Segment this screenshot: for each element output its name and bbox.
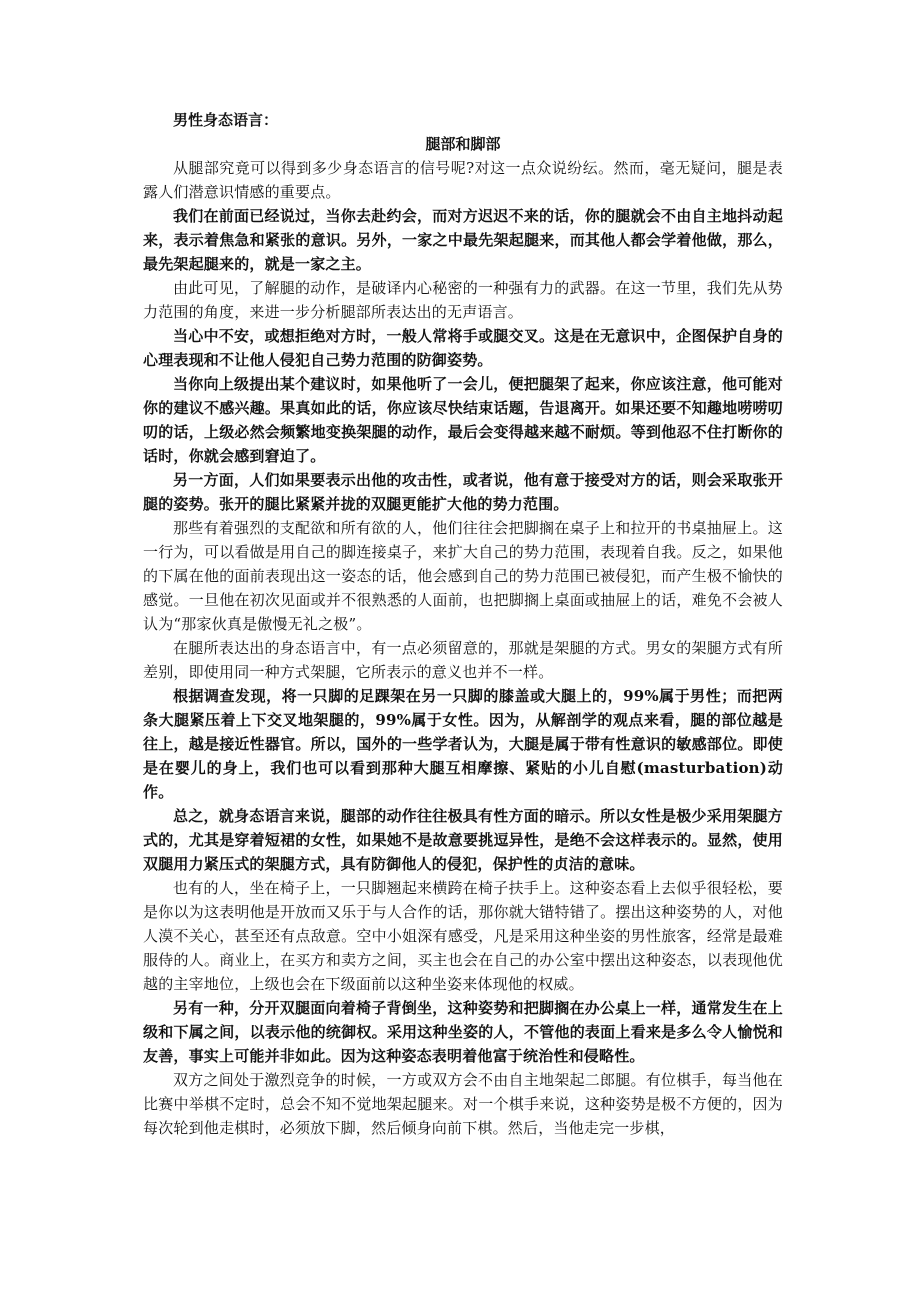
paragraph: 当心中不安，或想拒绝对方时，一般人常将手或腿交叉。这是在无意识中，企图保护自身的心理表现和不让他人侵犯自己势力范围的防御姿势。 (143, 327, 783, 369)
paragraph-list (143, 156, 783, 1140)
paragraph: 根据调查发现，将一只脚的足踝架在另一只脚的膝盖或大腿上的，99%属于男性；而把两条大腿紧压着上下交叉地架腿的，99%属于女性。因为，从解剖学的观点来看，腿的部位越是往上，越是接近性器官。所以，国外的一些学者认为，大腿是属于带有性意识的敏感部位。即使是在婴儿的身上，我们也可以看到那种大腿互相摩擦、紧贴的小儿自慰(masturbation)动作。 (143, 687, 783, 801)
paragraph: 那些有着强烈的支配欲和所有欲的人，他们往往会把脚搁在桌子上和拉开的书桌抽屉上。这一行为，可以看做是用自己的脚连接桌子，来扩大自己的势力范围，表现着自我。反之，如果他的下属在他的面前表现出这一姿态的话，他会感到自己的势力范围已被侵犯，而产生极不愉快的感觉。一旦他在初次见面或并不很熟悉的人面前，也把脚搁上桌面或抽屉上的话，难免不会被人认为“那家伙真是傲慢无礼之极”。 (143, 519, 783, 633)
paragraph: 当你向上级提出某个建议时，如果他听了一会儿，便把腿架了起来，你应该注意，他可能对你的建议不感兴趣。果真如此的话，你应该尽快结束话题，告退离开。如果还要不知趣地唠唠叨叨的话，上级必然会频繁地变换架腿的动作，最后会变得越来越不耐烦。等到他忍不住打断你的话时，你就会感到窘迫了。 (143, 375, 783, 465)
document-title: 男性身态语言： (173, 111, 279, 129)
paragraph: 也有的人，坐在椅子上，一只脚翘起来横跨在椅子扶手上。这种姿态看上去似乎很轻松，要是你以为这表明他是开放而又乐于与人合作的话，那你就大错特错了。摆出这种姿势的人，对他人漠不关心，甚至还有点敌意。空中小姐深有感受，凡是采用这种坐姿的男性旅客，经常是最难服侍的人。商业上，在买方和卖方之间，买主也会在自己的办公室中摆出这种姿态，以表现他优越的主宰地位，上级也会在下级面前以这种坐姿来体现他的权威。 (143, 879, 783, 993)
paragraph: 由此可见，了解腿的动作，是破译内心秘密的一种强有力的武器。在这一节里，我们先从势力范围的角度，来进一步分析腿部所表达出的无声语言。 (143, 279, 783, 321)
paragraph: 另有一种，分开双腿面向着椅子背倒坐，这种姿势和把脚搁在办公桌上一样，通常发生在上级和下属之间，以表示他的统御权。采用这种坐姿的人，不管他的表面上看来是多么令人愉悦和友善，事实上可能并非如此。因为这种姿态表明着他富于统治性和侵略性。 (143, 999, 783, 1065)
paragraph: 双方之间处于激烈竞争的时候，一方或双方会不由自主地架起二郎腿。有位棋手，每当他在比赛中举棋不定时，总会不知不觉地架起腿来。对一个棋手来说，这种姿势是极不方便的，因为每次轮到他走棋时，必须放下脚，然后倾身向前下棋。然后，当他走完一步棋， (143, 1071, 783, 1137)
paragraph: 我们在前面已经说过，当你去赴约会，而对方迟迟不来的话，你的腿就会不由自主地抖动起来，表示着焦急和紧张的意识。另外，一家之中最先架起腿来，而其他人都会学着他做，那么，最先架起腿来的，就是一家之主。 (143, 207, 783, 273)
document-body (143, 108, 783, 1140)
paragraph: 总之，就身态语言来说，腿部的动作往往极具有性方面的暗示。所以女性是极少采用架腿方式的，尤其是穿着短裙的女性，如果她不是故意要挑逗异性，是绝不会这样表示的。显然，使用双腿用力紧压式的架腿方式，具有防御他人的侵犯，保护性的贞洁的意味。 (143, 807, 783, 873)
paragraph: 从腿部究竟可以得到多少身态语言的信号呢?对这一点众说纷纭。然而，毫无疑问，腿是表露人们潜意识情感的重要点。 (143, 159, 783, 201)
section-title: 腿部和脚部 (425, 135, 501, 153)
paragraph: 另一方面，人们如果要表示出他的攻击性，或者说，他有意于接受对方的话，则会采取张开腿的姿势。张开的腿比紧紧并拢的双腿更能扩大他的势力范围。 (143, 471, 783, 513)
paragraph: 在腿所表达出的身态语言中，有一点必须留意的，那就是架腿的方式。男女的架腿方式有所差别，即使用同一种方式架腿，它所表示的意义也并不一样。 (143, 639, 783, 681)
